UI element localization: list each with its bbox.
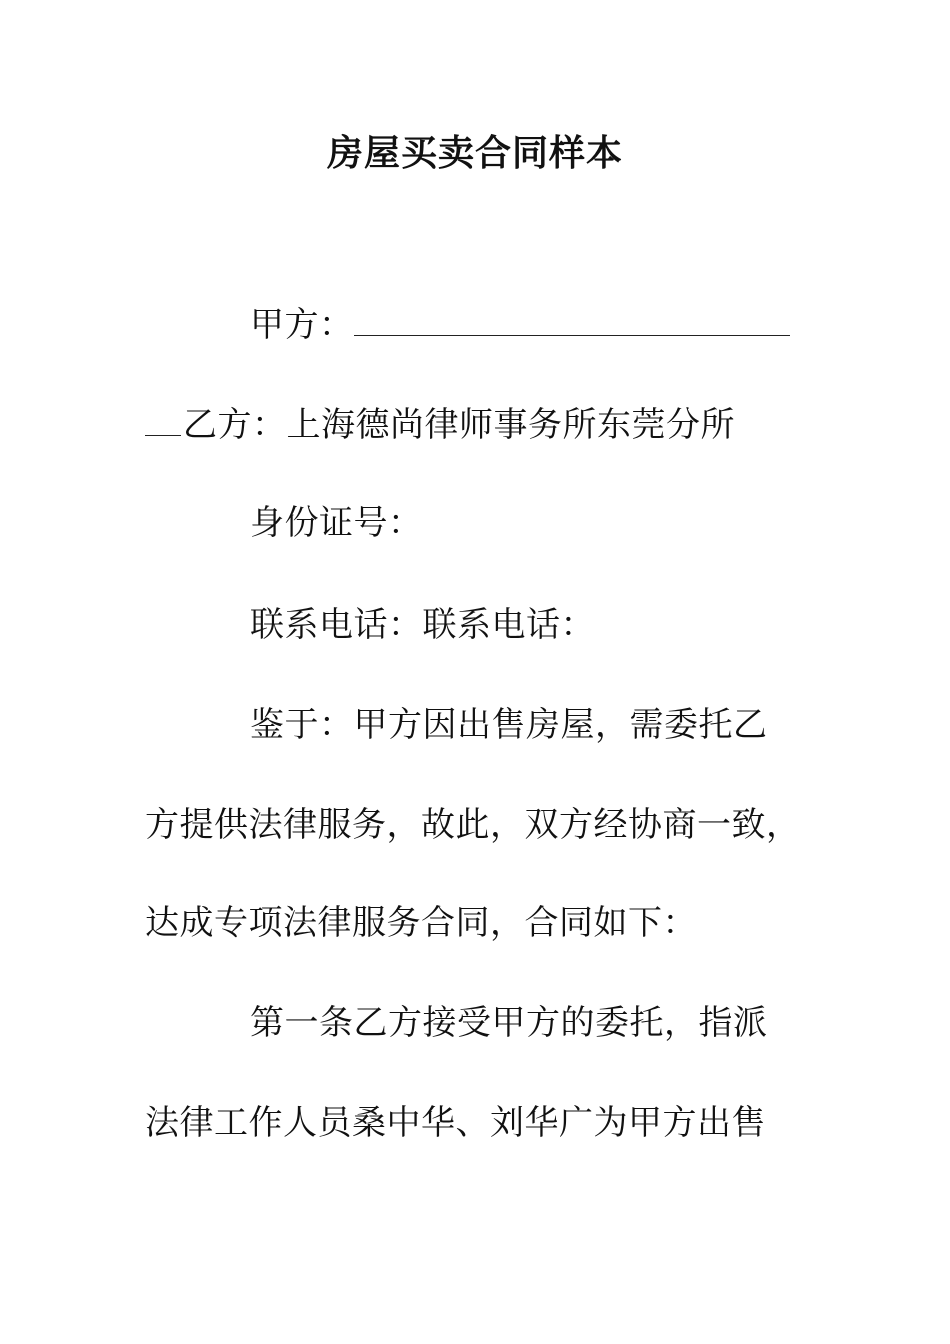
party-b-value: 上海德尚律师事务所东莞分所 (286, 405, 735, 445)
phone-line: 联系电话：联系电话： (250, 605, 595, 645)
party-a-blank (354, 305, 790, 336)
paragraph-1-line-1: 鉴于：甲方因出售房屋，需委托乙 (250, 705, 768, 745)
paragraph-2-line-1: 第一条乙方接受甲方的委托，指派 (250, 1003, 768, 1043)
party-a-label: 甲方： (250, 305, 354, 345)
party-b-blank (145, 405, 181, 436)
party-b-label: 乙方： (183, 405, 287, 445)
paragraph-2-line-2: 法律工作人员桑中华、刘华广为甲方出售 (145, 1103, 766, 1143)
document-title: 房屋买卖合同样本 (326, 133, 623, 174)
paragraph-1-line-3: 达成专项法律服务合同，合同如下： (145, 903, 697, 943)
paragraph-1-line-2: 方提供法律服务，故此，双方经协商一致， (145, 805, 801, 845)
party-b-line (145, 400, 805, 450)
id-number-line: 身份证号： (250, 503, 423, 543)
party-a-line (250, 300, 910, 350)
